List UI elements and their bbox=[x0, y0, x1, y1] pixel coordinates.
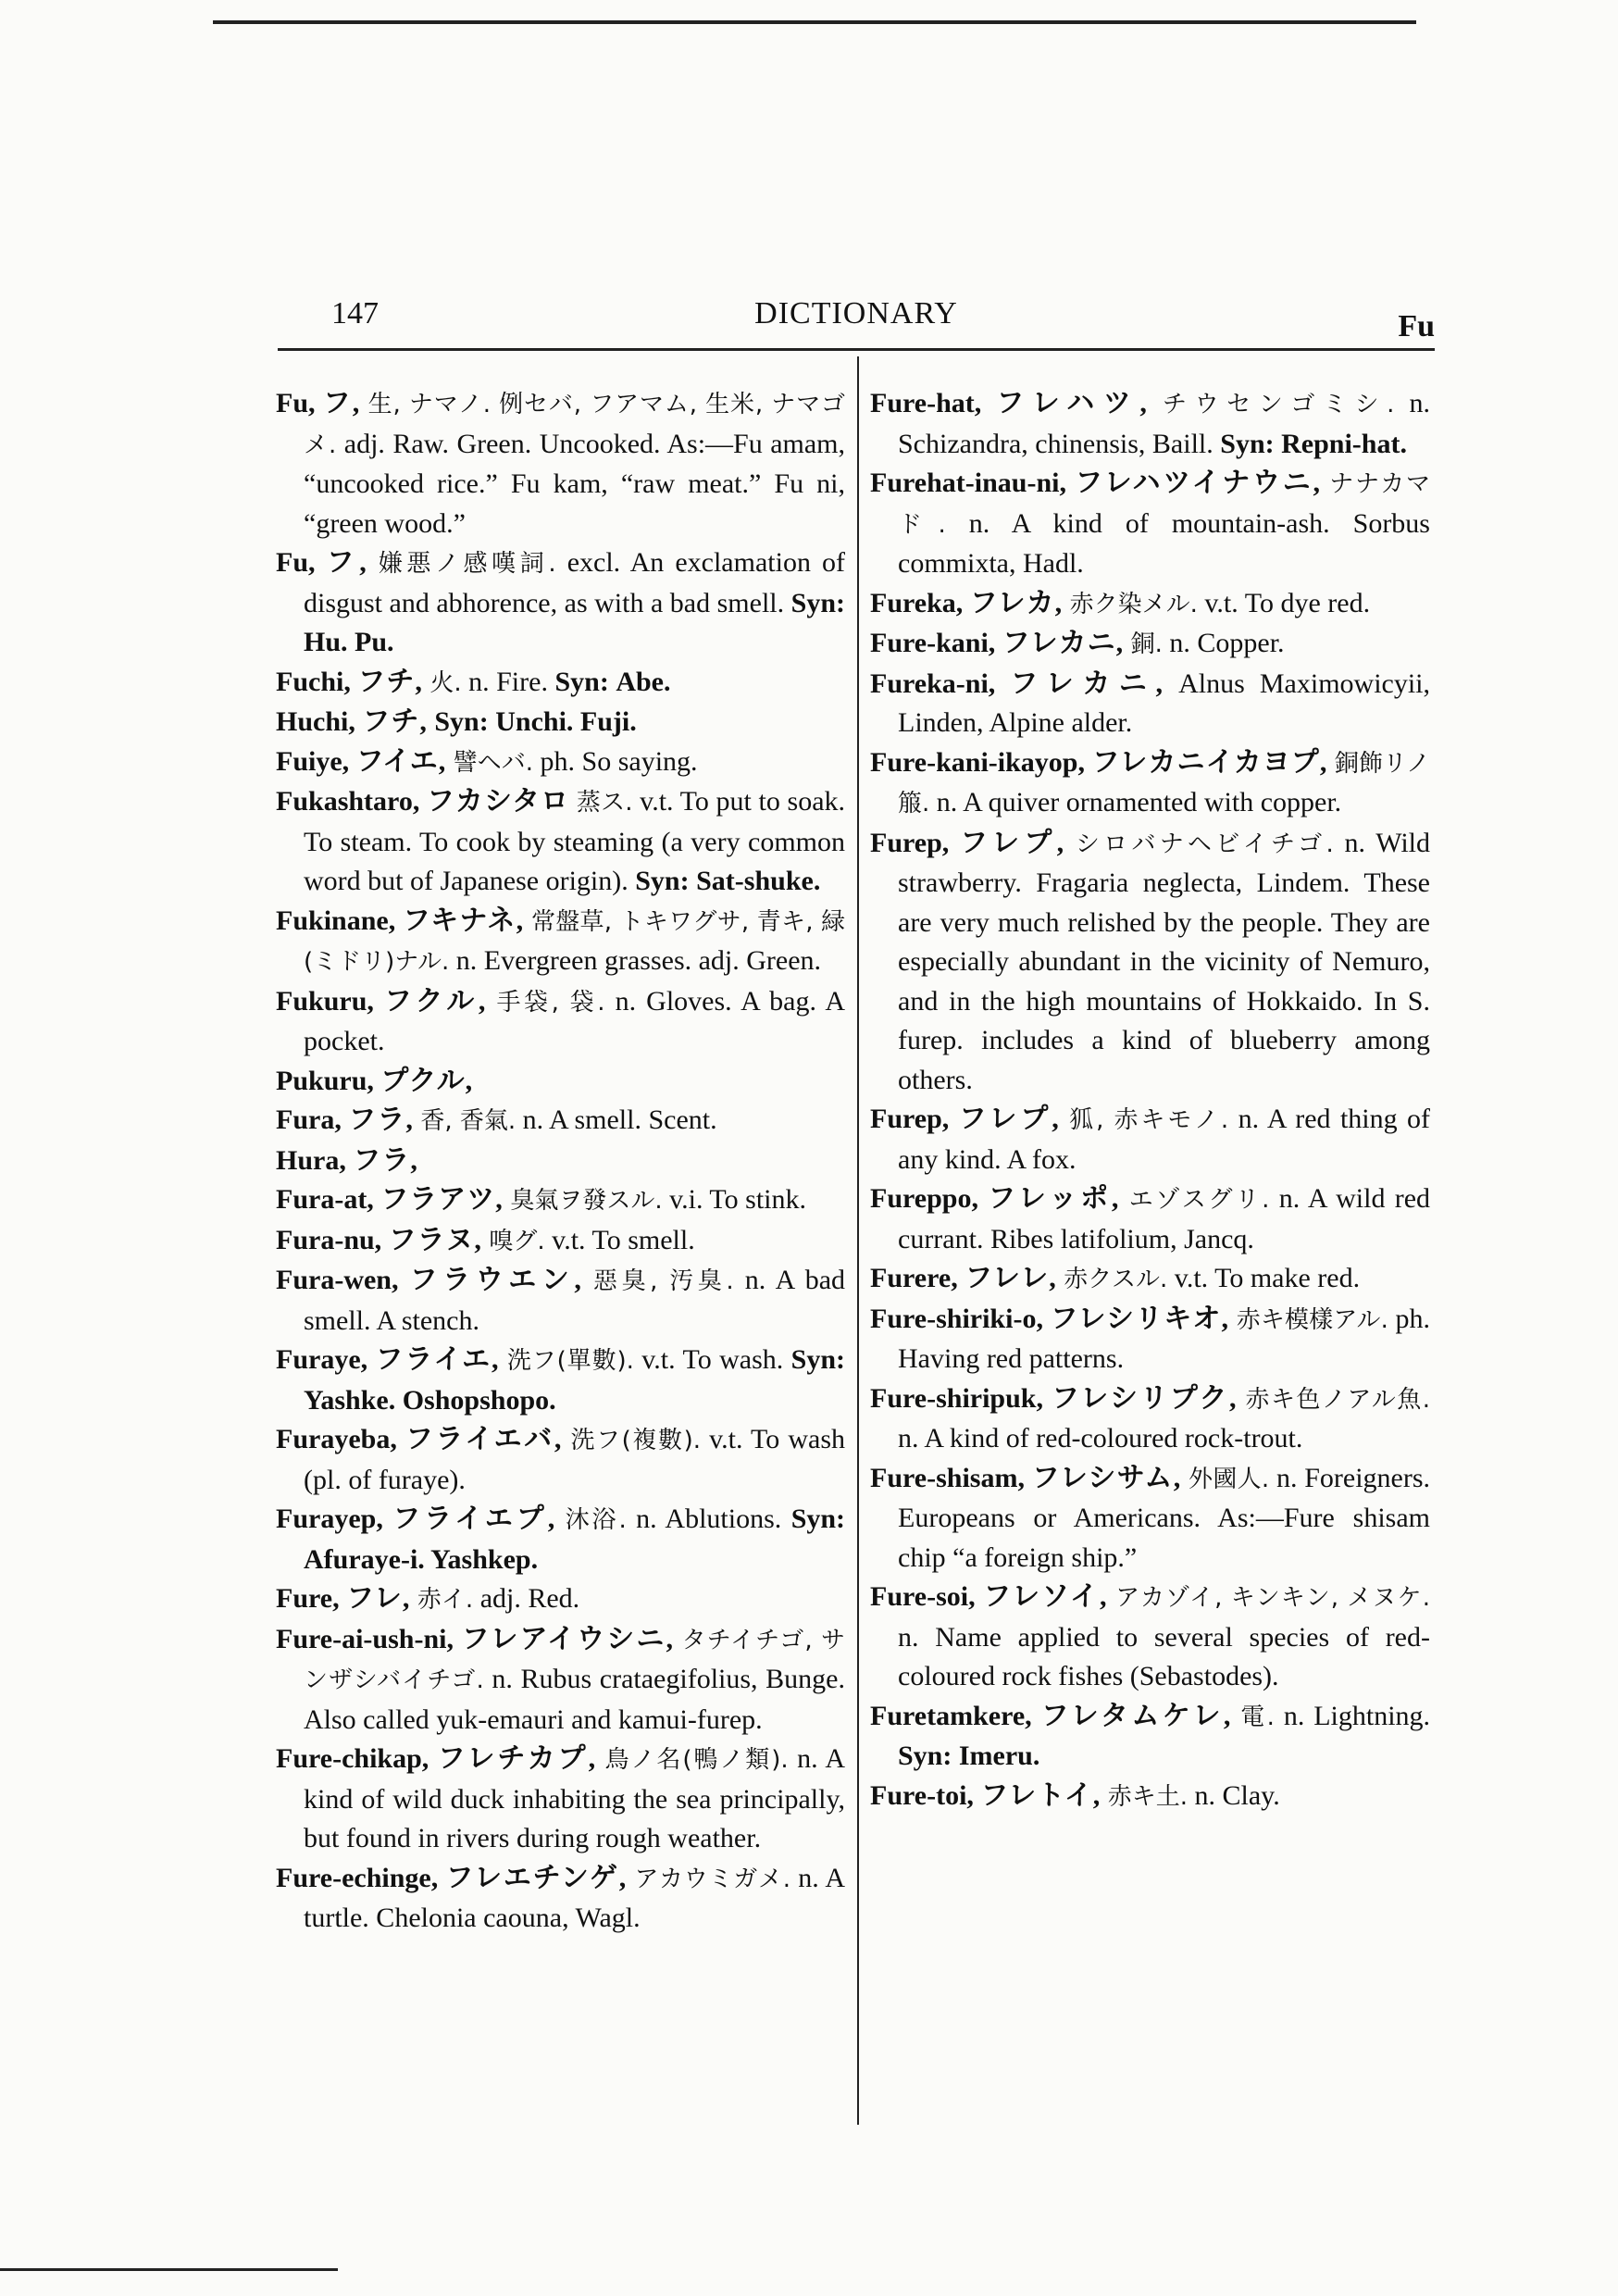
entry-headword: Fure-shiriki-o, bbox=[870, 1303, 1043, 1334]
entry-kana: フラヌ, bbox=[388, 1224, 482, 1255]
entry-synonyms: Abe. bbox=[616, 666, 671, 697]
entry-japanese: アカウミガメ. bbox=[634, 1865, 791, 1893]
entry-definition: n. Ablutions. bbox=[636, 1504, 782, 1534]
entry-definition: n. Clay. bbox=[1194, 1779, 1280, 1811]
synonym-label: Syn: bbox=[434, 706, 489, 737]
entry-kana: フレカニイカヨプ, bbox=[1091, 746, 1328, 778]
entry-kana: フラアツ, bbox=[380, 1184, 504, 1215]
entry-definition: n. Wild strawberry. Fragaria neglecta, Lindem. These are very much relished by the people. They are especially abundant in the vicinity of Nemuro, and in the high mountains of Hokkaido. In S. furep. includes a kind of blueberry among others. bbox=[898, 827, 1431, 1095]
entry-japanese: 臭氣ヲ發スル. bbox=[510, 1187, 663, 1215]
synonym-label: Syn: bbox=[790, 587, 845, 618]
entry-definition: excl. An exclamation of disgust and abhorence, as with a bad smell. bbox=[304, 547, 846, 618]
entry-synonyms: Afuraye-i. Yashkep. bbox=[304, 1543, 539, 1575]
entry-japanese: シロバナヘビイチゴ. bbox=[1075, 830, 1334, 858]
entry-kana: フレカニ, bbox=[1002, 628, 1125, 658]
entry-definition: n. Lightning. bbox=[1283, 1700, 1431, 1731]
dictionary-entry bbox=[276, 1620, 845, 1741]
entry-definition: v.t. To smell. bbox=[552, 1224, 695, 1255]
dictionary-entry bbox=[276, 1142, 845, 1181]
entry-japanese: 嫌悪ノ感嘆詞. bbox=[378, 550, 556, 578]
dictionary-entry bbox=[276, 1101, 845, 1142]
entry-definition: adj. Red. bbox=[479, 1583, 580, 1614]
entry-headword: Fure-hat, bbox=[870, 388, 982, 418]
entry-headword: Fure-chikap, bbox=[276, 1743, 429, 1774]
dictionary-entry bbox=[276, 1500, 845, 1579]
dictionary-entry bbox=[870, 624, 1430, 665]
entry-headword: Fure-shisam, bbox=[870, 1462, 1025, 1493]
entry-kana: フレソイ, bbox=[983, 1581, 1108, 1612]
entry-definition: n. A kind of mountain-ash. Sorbus commixta, Hadl. bbox=[898, 507, 1430, 579]
entry-definition: v.t. To wash (pl. of furaye). bbox=[304, 1424, 846, 1495]
dictionary-entry bbox=[276, 742, 845, 783]
dictionary-entry bbox=[870, 1179, 1430, 1259]
entry-japanese: 洗フ(單數). bbox=[506, 1347, 634, 1375]
entry-japanese: 鳥ノ名(鴨ノ類). bbox=[604, 1746, 789, 1774]
dictionary-entry bbox=[276, 1341, 845, 1420]
dictionary-entry bbox=[276, 1221, 845, 1262]
entry-headword: Fura-nu, bbox=[276, 1224, 382, 1255]
dictionary-entry bbox=[276, 1740, 845, 1859]
page-number: 147 bbox=[331, 296, 379, 331]
entry-kana: フライエ, bbox=[375, 1344, 500, 1375]
entry-definition: n. Gloves. A bag. A pocket. bbox=[304, 985, 846, 1056]
entry-headword: Fureka, bbox=[870, 587, 964, 618]
entry-headword: Fure, bbox=[276, 1583, 340, 1614]
entry-kana: フレチカプ, bbox=[437, 1743, 597, 1774]
entry-kana: フチ, bbox=[357, 666, 423, 697]
dictionary-entry bbox=[870, 1777, 1430, 1817]
entry-kana: フ, bbox=[326, 547, 367, 578]
entry-kana: フレカ, bbox=[969, 587, 1064, 618]
entry-headword: Furep, bbox=[870, 1104, 950, 1134]
entry-kana: フライエバ, bbox=[404, 1424, 563, 1454]
entry-headword: Fu, bbox=[276, 388, 316, 418]
dictionary-entry bbox=[276, 1859, 845, 1939]
entry-kana: フレシサム, bbox=[1031, 1462, 1182, 1493]
dictionary-entry bbox=[870, 1259, 1430, 1300]
dictionary-entry bbox=[276, 663, 845, 704]
entry-definition: n. A quiver ornamented with copper. bbox=[936, 787, 1342, 817]
entry-headword: Fure-kani, bbox=[870, 628, 996, 658]
entry-kana: フレレ, bbox=[965, 1263, 1057, 1293]
entry-headword: Fu, bbox=[276, 547, 316, 578]
dictionary-entry bbox=[870, 824, 1430, 1101]
entry-japanese: 赤キ色ノアル魚. bbox=[1245, 1385, 1431, 1414]
dictionary-entry bbox=[276, 384, 845, 543]
dictionary-entry bbox=[276, 1261, 845, 1341]
entry-japanese: チウセンゴミシ. bbox=[1163, 391, 1395, 418]
entry-headword: Furayep, bbox=[276, 1504, 383, 1534]
entry-kana: フレッポ, bbox=[988, 1183, 1120, 1214]
entry-japanese: 手袋, 袋. bbox=[496, 988, 605, 1017]
entry-japanese: 赤イ. bbox=[417, 1586, 474, 1614]
entry-japanese: 銅飾リノ箙. bbox=[898, 749, 1431, 817]
entry-definition: n. A red thing of any kind. A fox. bbox=[898, 1104, 1431, 1175]
entry-headword: Hura, bbox=[276, 1144, 346, 1176]
column-divider bbox=[857, 356, 859, 2125]
entry-japanese: 蒸ス. bbox=[576, 789, 633, 817]
entry-synonyms: Repni-hat. bbox=[1281, 428, 1407, 459]
entry-kana: フレトイ, bbox=[980, 1779, 1101, 1811]
entry-definition: v.i. To stink. bbox=[669, 1184, 806, 1215]
entry-japanese: アカゾイ, キンキン, メヌケ. bbox=[1115, 1584, 1430, 1612]
entry-synonyms: Imeru. bbox=[958, 1741, 1040, 1771]
entry-synonyms: Hu. Pu. bbox=[304, 627, 394, 657]
dictionary-entry bbox=[870, 1300, 1430, 1379]
entry-definition: n. A turtle. Chelonia caouna, Wagl. bbox=[304, 1862, 846, 1933]
entry-kana: フレカニ, bbox=[1010, 668, 1164, 699]
entry-kana: フクル, bbox=[383, 985, 487, 1017]
entry-headword: Fure-ai-ush-ni, bbox=[276, 1623, 454, 1654]
entry-kana: フライエプ, bbox=[392, 1504, 556, 1534]
entry-definition: n. A bad smell. A stench. bbox=[304, 1265, 846, 1336]
entry-definition: n. Foreigners. Europeans or Americans. As:—Fure shisam chip “a foreign ship.” bbox=[898, 1462, 1431, 1573]
entry-headword: Furaye, bbox=[276, 1344, 368, 1375]
left-column bbox=[276, 384, 845, 1939]
entry-definition: n. Schizandra, chinensis, Baill. bbox=[898, 388, 1431, 459]
entry-headword: Fukinane, bbox=[276, 905, 396, 936]
entry-headword: Fuiye, bbox=[276, 745, 350, 777]
dictionary-entry bbox=[870, 1578, 1430, 1697]
entry-definition: n. A kind of wild duck inhabiting the sea principally, but found in rivers during rough weather. bbox=[304, 1743, 846, 1853]
entry-kana: プクル, bbox=[380, 1065, 474, 1096]
bottom-rule bbox=[0, 2268, 338, 2271]
entry-japanese: 生, ナマノ. 例セバ, フアマム, 生米, ナマゴメ. bbox=[304, 391, 845, 459]
page-header bbox=[278, 296, 1435, 352]
entry-definition: v.t. To wash. bbox=[641, 1344, 784, 1375]
entry-headword: Fura-wen, bbox=[276, 1265, 399, 1295]
dictionary-entry bbox=[870, 1379, 1430, 1459]
dictionary-entry bbox=[276, 543, 845, 663]
entry-headword: Fure-shiripuk, bbox=[870, 1382, 1043, 1414]
entry-japanese: 沐浴. bbox=[565, 1506, 627, 1534]
synonym-label: Syn: bbox=[635, 866, 690, 896]
entry-japanese: 常盤草, トキワグサ, 青キ, 緑(ミドリ)ナル. bbox=[304, 907, 846, 976]
entry-kana: フレハツイナウニ, bbox=[1075, 468, 1321, 498]
entry-definition: n. Name applied to several species of red-coloured rock fishes (Sebastodes). bbox=[898, 1621, 1430, 1691]
entry-kana: フラ, bbox=[353, 1144, 418, 1176]
guide-word: Fu bbox=[1398, 309, 1435, 343]
entry-japanese: 惡臭, 汚臭. bbox=[593, 1267, 734, 1295]
entry-headword: Fure-toi, bbox=[870, 1779, 974, 1811]
dictionary-entry bbox=[276, 782, 845, 902]
dictionary-entry bbox=[276, 1420, 845, 1500]
entry-japanese: 赤キ土. bbox=[1107, 1782, 1188, 1811]
entry-headword: Fure-kani-ikayop, bbox=[870, 746, 1085, 778]
entry-japanese: ナナカマド. bbox=[898, 470, 1431, 539]
entry-kana: フ, bbox=[322, 388, 361, 418]
entry-definition: v.t. To dye red. bbox=[1204, 587, 1371, 618]
entry-kana: フラ, bbox=[348, 1104, 414, 1135]
synonym-label: Syn: bbox=[554, 666, 609, 697]
entry-japanese: 銅. bbox=[1130, 630, 1163, 658]
entry-synonyms: Yashke. Oshopshopo. bbox=[304, 1384, 556, 1416]
entry-definition: n. A kind of red-coloured rock-trout. bbox=[898, 1423, 1303, 1454]
dictionary-entry bbox=[870, 743, 1430, 824]
dictionary-entry bbox=[276, 1579, 845, 1620]
entry-japanese: 赤クスル. bbox=[1064, 1266, 1168, 1293]
entry-definition: n. Evergreen grasses. adj. Green. bbox=[455, 945, 822, 976]
entry-headword: Fukashtaro, bbox=[276, 786, 420, 817]
entry-definition: n. Fire. bbox=[468, 666, 548, 697]
dictionary-entry bbox=[870, 384, 1430, 464]
entry-kana: フレアイウシニ, bbox=[461, 1623, 675, 1654]
entry-kana: フイエ, bbox=[355, 745, 447, 777]
entry-definition: adj. Raw. Green. Uncooked. As:—Fu amam, “uncooked rice.” Fu kam, “raw meat.” Fu ni, “green wood.” bbox=[304, 428, 846, 539]
entry-synonyms: Unchi. Fuji. bbox=[495, 706, 637, 737]
entry-headword: Furetamkere, bbox=[870, 1700, 1032, 1731]
synonym-label: Syn: bbox=[898, 1741, 952, 1771]
entry-definition: Alnus Maximowicyii, Linden, Alpine alder. bbox=[898, 668, 1431, 738]
entry-japanese: エゾスグリ. bbox=[1128, 1186, 1270, 1214]
entry-headword: Furep, bbox=[870, 827, 950, 858]
entry-japanese: 嗅グ. bbox=[489, 1227, 545, 1255]
entry-headword: Pukuru, bbox=[276, 1065, 374, 1096]
entry-kana: フレプ, bbox=[960, 827, 1065, 858]
entry-headword: Fukuru, bbox=[276, 985, 374, 1017]
entry-japanese: 赤ク染メル. bbox=[1069, 590, 1198, 618]
right-column bbox=[870, 384, 1430, 1816]
entry-headword: Furayeba, bbox=[276, 1424, 397, 1454]
dictionary-entry bbox=[276, 982, 845, 1062]
top-rule bbox=[213, 20, 1416, 24]
entry-kana: フレプ, bbox=[958, 1104, 1060, 1134]
entry-japanese: 譬ヘバ. bbox=[453, 748, 534, 777]
dictionary-entry bbox=[870, 1697, 1430, 1777]
entry-headword: Fureka-ni, bbox=[870, 668, 996, 699]
entry-japanese: 赤キ模樣アル. bbox=[1236, 1305, 1388, 1334]
dictionary-entry bbox=[870, 464, 1430, 584]
entry-headword: Fure-echinge, bbox=[276, 1862, 439, 1893]
synonym-label: Syn: bbox=[790, 1504, 846, 1534]
dictionary-entry bbox=[870, 1459, 1430, 1578]
entry-kana: フチ, bbox=[362, 706, 428, 737]
entry-definition: v.t. To put to soak. To steam. To cook by steaming (a very common word but of Japanese origin). bbox=[304, 786, 846, 896]
entry-kana: フレタムケレ, bbox=[1040, 1700, 1232, 1731]
entry-japanese: 外國人. bbox=[1189, 1465, 1270, 1493]
entry-headword: Fure-soi, bbox=[870, 1581, 976, 1612]
entry-definition: n. A smell. Scent. bbox=[522, 1104, 717, 1135]
entry-synonyms: Sat-shuke. bbox=[696, 866, 821, 896]
entry-kana: フレ, bbox=[346, 1583, 411, 1614]
entry-kana: フレエチンゲ, bbox=[445, 1862, 628, 1893]
entry-headword: Furere, bbox=[870, 1263, 958, 1293]
entry-definition: ph. So saying. bbox=[540, 745, 698, 777]
entry-definition: v.t. To make red. bbox=[1174, 1263, 1361, 1293]
dictionary-entry bbox=[870, 1100, 1430, 1179]
entry-kana: フレハツ, bbox=[996, 388, 1148, 418]
dictionary-entry bbox=[276, 902, 845, 982]
dictionary-entry bbox=[276, 1180, 845, 1221]
entry-kana: フラウエン, bbox=[409, 1265, 582, 1295]
entry-kana: フレシリプク, bbox=[1051, 1382, 1238, 1414]
entry-headword: Fuchi, bbox=[276, 666, 351, 697]
entry-headword: Furehat-inau-ni, bbox=[870, 468, 1066, 498]
entry-japanese: 狐, 赤キモノ. bbox=[1069, 1106, 1229, 1134]
entry-definition: ph. Having red patterns. bbox=[898, 1303, 1430, 1374]
entry-kana: フキナネ, bbox=[403, 905, 525, 936]
synonym-label: Syn: bbox=[790, 1344, 846, 1375]
entry-kana: フレシリキオ, bbox=[1050, 1303, 1230, 1334]
entry-japanese: 電. bbox=[1240, 1703, 1275, 1731]
entry-headword: Fura-at, bbox=[276, 1184, 374, 1215]
dictionary-entry bbox=[276, 1062, 845, 1102]
entry-headword: Fura, bbox=[276, 1104, 342, 1135]
entry-definition: n. Rubus crataegifolius, Bunge. Also called yuk-emauri and kamui-furep. bbox=[304, 1664, 845, 1735]
entry-japanese: 洗フ(複數). bbox=[570, 1427, 701, 1454]
entry-japanese: タチイチゴ, サンザシバイチゴ. bbox=[304, 1626, 846, 1694]
entry-headword: Huchi, bbox=[276, 706, 355, 737]
dictionary-entry bbox=[276, 703, 845, 742]
entry-japanese: 火. bbox=[429, 668, 462, 697]
entry-japanese: 香, 香氣. bbox=[420, 1107, 517, 1135]
synonym-label: Syn: bbox=[1220, 428, 1275, 459]
entry-definition: n. Copper. bbox=[1169, 628, 1285, 658]
entry-headword: Fureppo, bbox=[870, 1183, 978, 1214]
dictionary-entry bbox=[870, 584, 1430, 625]
dictionary-entry bbox=[870, 665, 1430, 743]
entry-definition: n. A wild red currant. Ribes latifolium, Jancq. bbox=[898, 1183, 1431, 1254]
running-title: DICTIONARY bbox=[754, 296, 958, 331]
entry-kana: フカシタロ bbox=[426, 786, 570, 817]
